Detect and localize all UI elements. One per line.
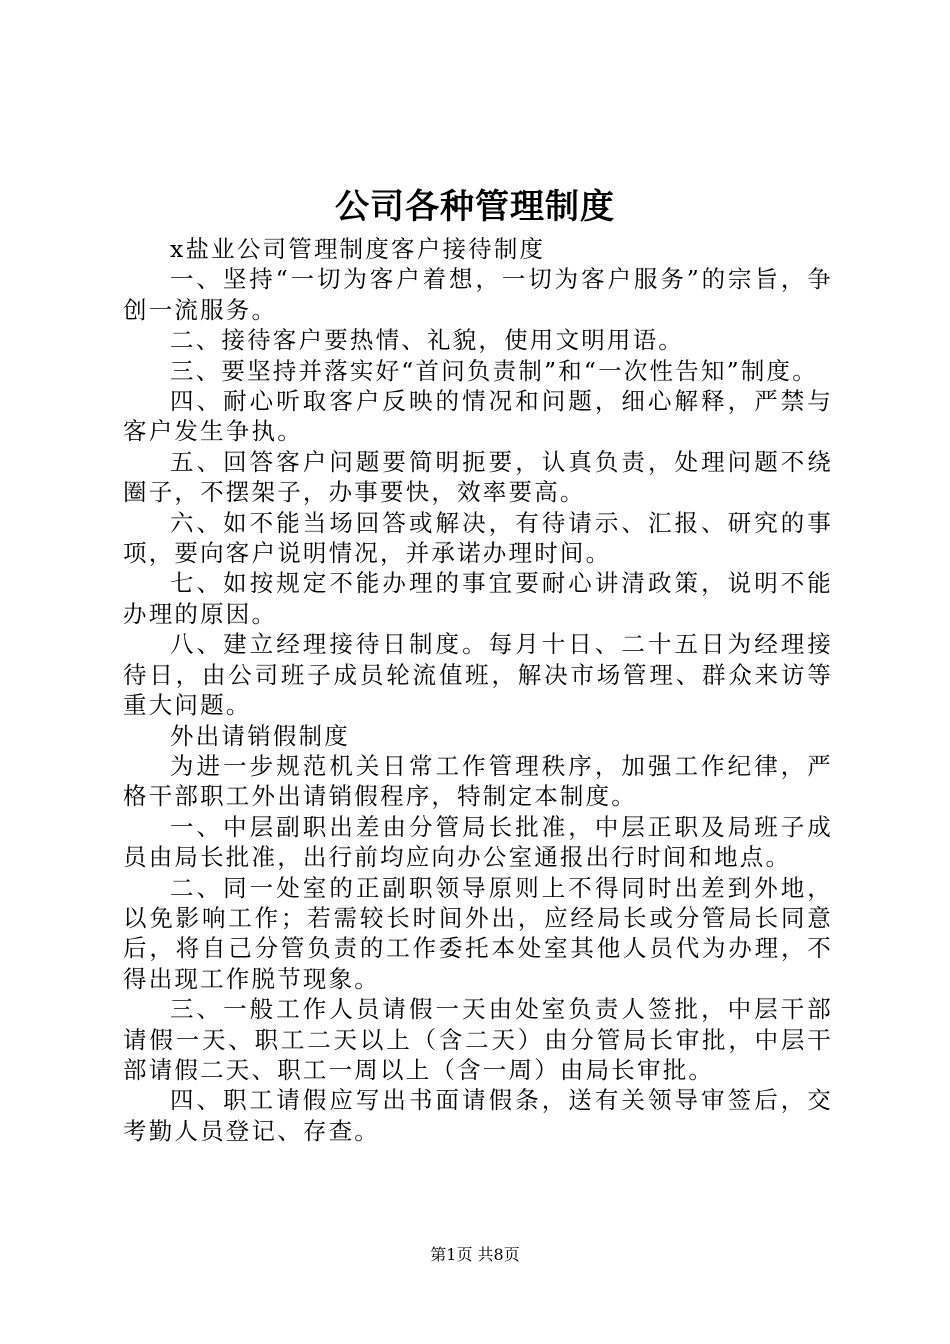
paragraph: 四、职工请假应写出书面请假条，送有关领导审签后，交考勤人员登记、存查。 bbox=[123, 1086, 833, 1145]
paragraph: 一、坚持“一切为客户着想，一切为客户服务”的宗旨，争创一流服务。 bbox=[123, 265, 833, 324]
section-heading: 外出请销假制度 bbox=[170, 721, 350, 750]
paragraph: 四、耐心听取客户反映的情况和问题，细心解释，严禁与客户发生争执。 bbox=[123, 387, 833, 446]
paragraph: 三、要坚持并落实好“首问负责制”和“一次性告知”制度。 bbox=[170, 356, 818, 385]
paragraph: 三、一般工作人员请假一天由处室负责人签批，中层干部请假一天、职工二天以上（含二天）由分管局长审批，中层干部请假二天、职工一周以上（含一周）由局长审批。 bbox=[123, 995, 833, 1084]
page-footer: 第1页 共8页 bbox=[430, 1245, 520, 1264]
paragraph: 七、如按规定不能办理的事宜要耐心讲清政策，说明不能办理的原因。 bbox=[123, 569, 833, 628]
document-title: 公司各种管理制度 bbox=[335, 187, 615, 227]
paragraph: 八、建立经理接待日制度。每月十日、二十五日为经理接待日，由公司班子成员轮流值班，解决市场管理、群众来访等重大问题。 bbox=[123, 630, 833, 720]
paragraph: 二、接待客户要热情、礼貌，使用文明用语。 bbox=[170, 326, 684, 355]
paragraph: 五、回答客户问题要简明扼要，认真负责，处理问题不绕圈子，不摆架子，办事要快，效率要高。 bbox=[123, 447, 833, 507]
paragraph: 六、如不能当场回答或解决，有待请示、汇报、研究的事项，要向客户说明情况，并承诺办理时间。 bbox=[123, 508, 833, 568]
paragraph: x盐业公司管理制度客户接待制度 bbox=[170, 235, 546, 263]
document-body bbox=[123, 234, 833, 1146]
paragraph: 一、中层副职出差由分管局长批准，中层正职及局班子成员由局长批准，出行前均应向办公室通报出行时间和地点。 bbox=[123, 812, 833, 872]
paragraph: 二、同一处室的正副职领导原则上不得同时出差到外地，以免影响工作；若需较长时间外出，应经局长或分管局长同意后，将自己分管负责的工作委托本处室其他人员代为办理，不得出现工作脱节现象。 bbox=[123, 873, 833, 993]
paragraph: 为进一步规范机关日常工作管理秩序，加强工作纪律，严格干部职工外出请销假程序，特制定本制度。 bbox=[123, 751, 833, 811]
